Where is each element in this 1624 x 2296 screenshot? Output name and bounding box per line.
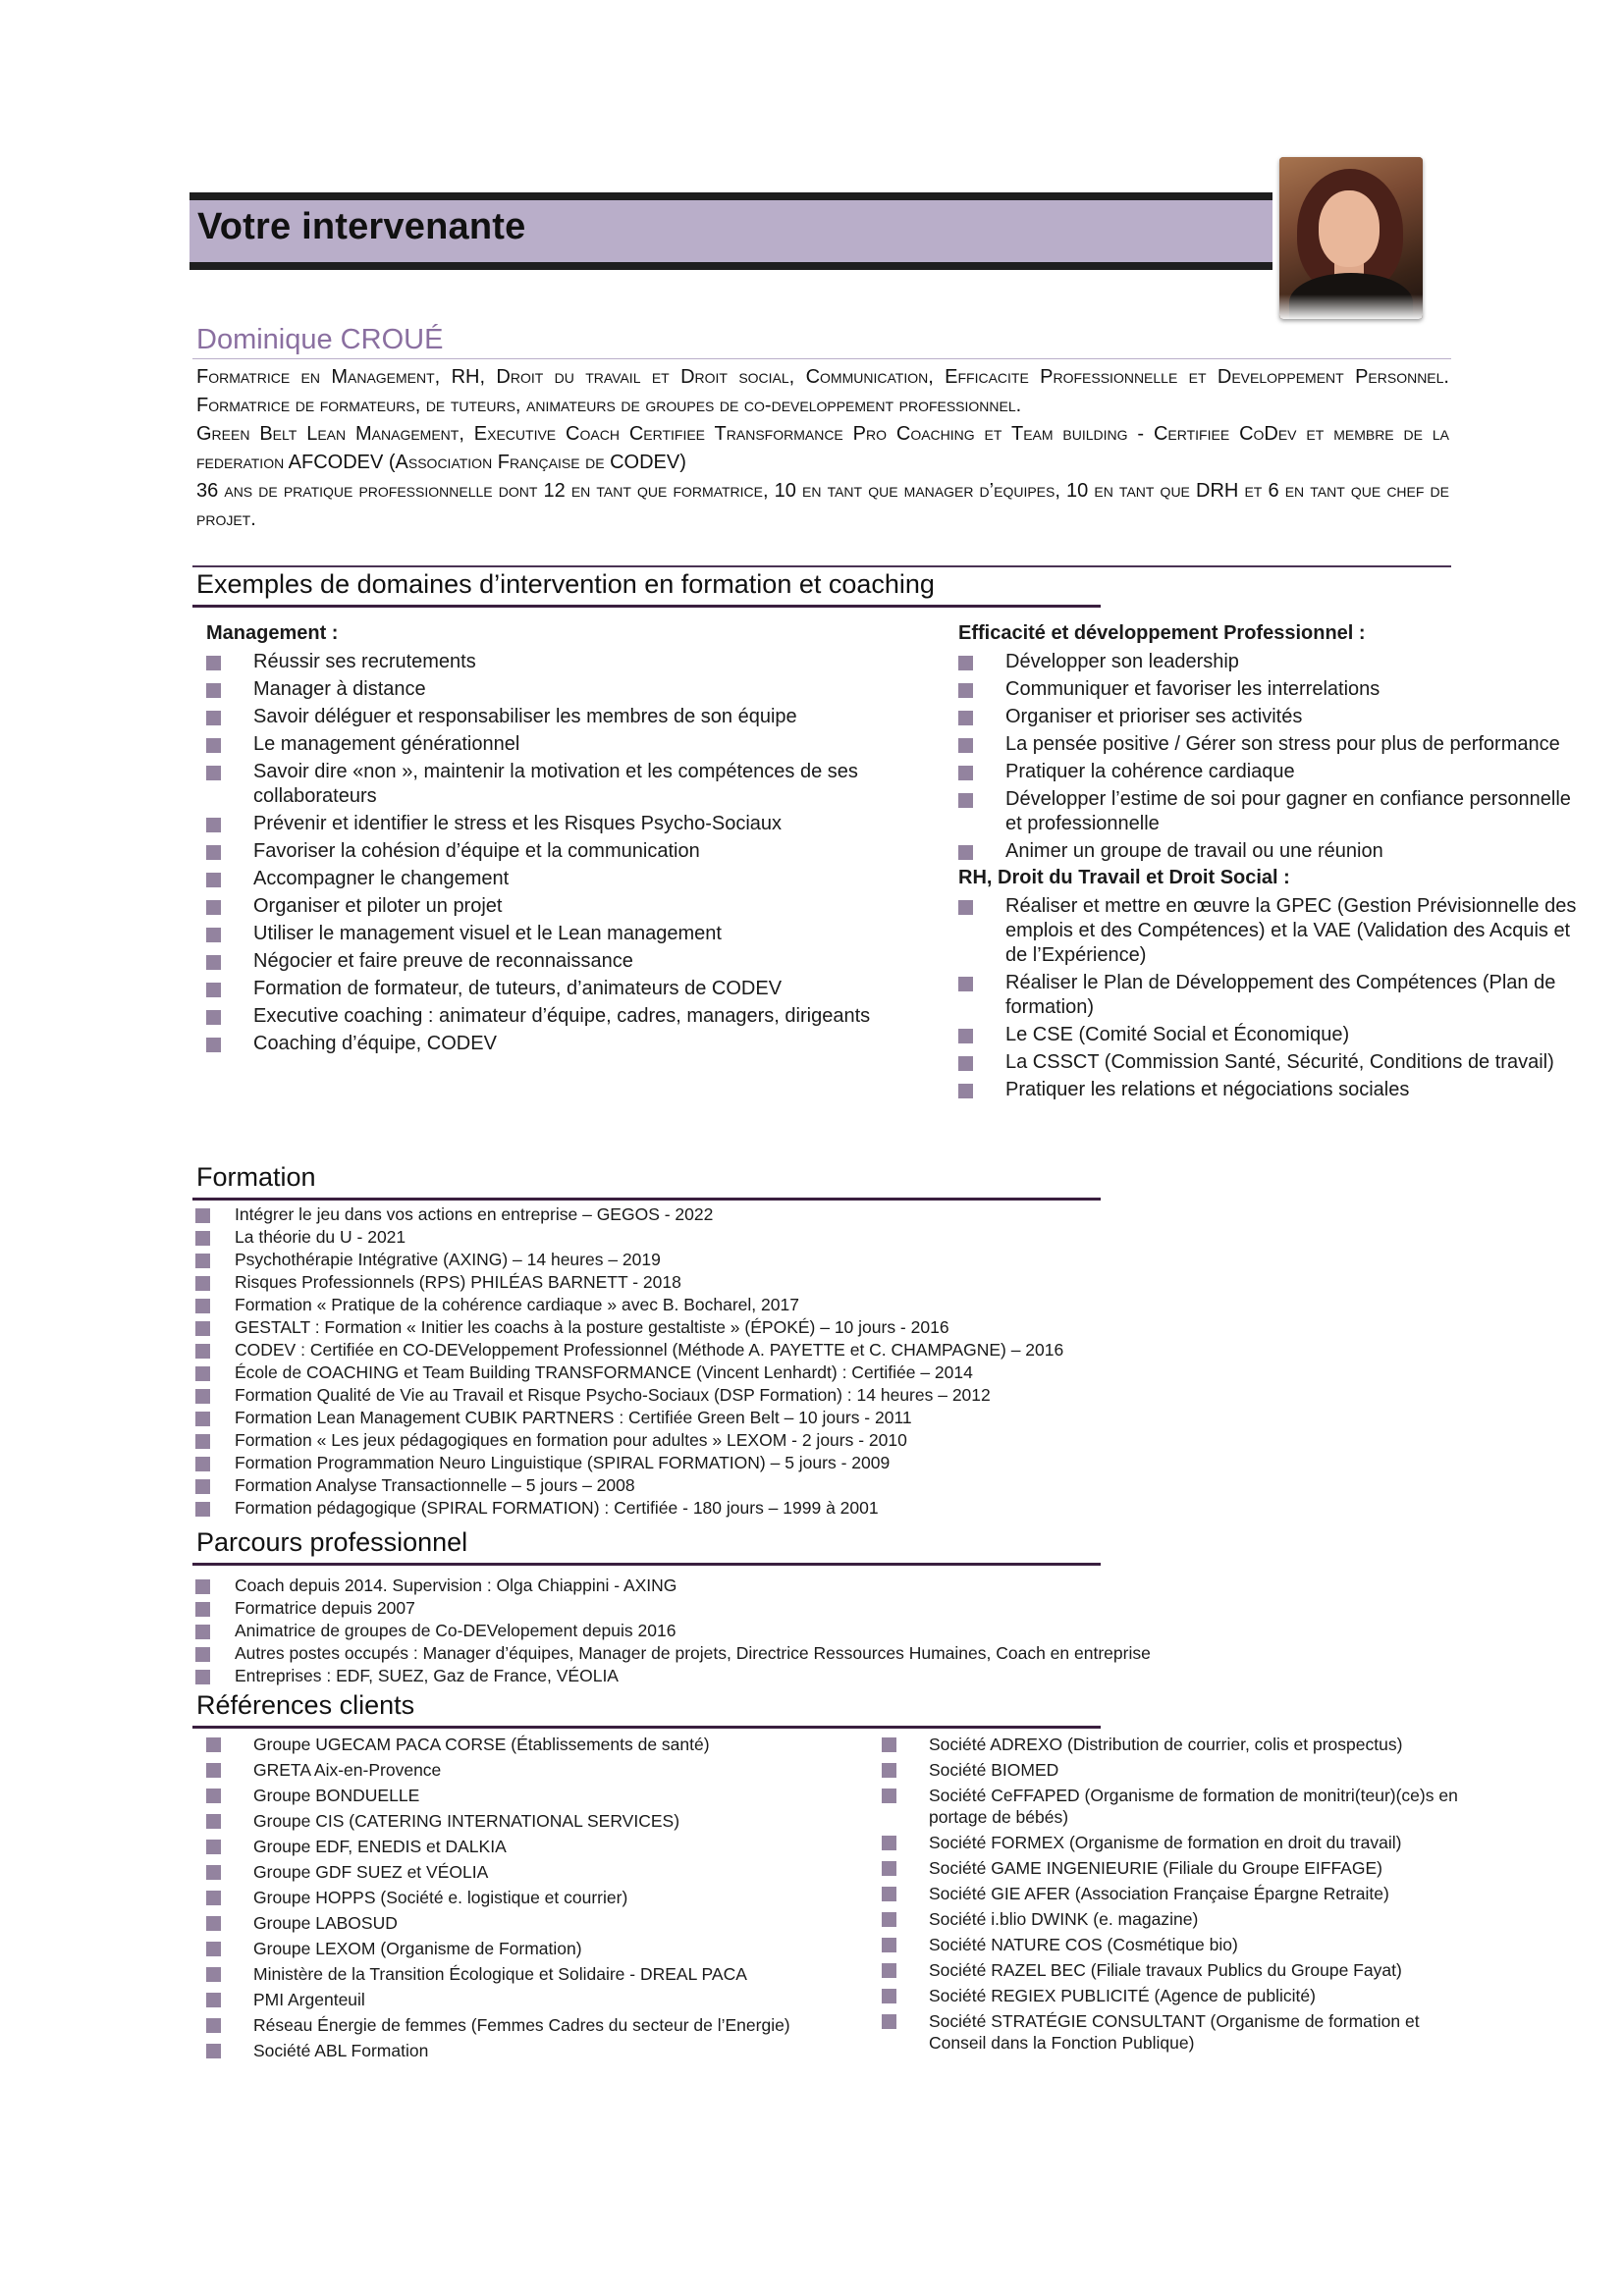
list-item	[195, 1226, 1275, 1249]
list-item-text: Organiser et piloter un projet	[253, 895, 503, 917]
list-item-text: Formation Programmation Neuro Linguistique (SPIRAL FORMATION) – 5 jours - 2009	[235, 1453, 891, 1472]
list-item-text: PMI Argenteuil	[253, 1990, 365, 2009]
square-bullet-icon	[195, 1366, 210, 1381]
list-item-text: Favoriser la cohésion d’équipe et la communication	[253, 840, 700, 862]
square-bullet-icon	[958, 1029, 973, 1043]
list-item-text: Réaliser et mettre en œuvre la GPEC (Gestion Prévisionnelle des emplois et des Compétences) et la VAE (Validation des Acquis et de l’Expérience)	[1005, 895, 1577, 966]
square-bullet-icon	[195, 1479, 210, 1494]
section-title-parcours: Parcours professionnel	[196, 1527, 468, 1557]
list-item	[206, 1759, 854, 1781]
list-item-text: Risques Professionnels (RPS) PHILÉAS BARNETT - 2018	[235, 1272, 681, 1292]
list-item	[206, 2040, 854, 2061]
section-title-references: Références clients	[196, 1690, 415, 1720]
list-item	[882, 1734, 1461, 1755]
square-bullet-icon	[195, 1344, 210, 1359]
list-item	[958, 1050, 1577, 1075]
list-item	[195, 1294, 1275, 1316]
list-item-text: Organiser et prioriser ses activités	[1005, 706, 1303, 727]
list-item	[882, 1832, 1461, 1853]
square-bullet-icon	[206, 683, 221, 698]
list-item-text: Réussir ses recrutements	[253, 651, 476, 672]
rh-list	[958, 894, 1577, 1102]
references-right-list	[882, 1734, 1461, 2054]
list-item	[206, 867, 913, 891]
square-bullet-icon	[206, 656, 221, 670]
title-banner	[189, 192, 1272, 272]
list-item	[195, 1339, 1275, 1362]
list-item	[206, 732, 913, 757]
square-bullet-icon	[882, 1989, 896, 2003]
square-bullet-icon	[195, 1579, 210, 1594]
list-item	[195, 1474, 1275, 1497]
parcours-column	[195, 1575, 1325, 1687]
square-bullet-icon	[206, 1916, 221, 1931]
list-item	[882, 1759, 1461, 1781]
list-item	[958, 787, 1577, 836]
list-item-text: Société NATURE COS (Cosmétique bio)	[929, 1935, 1238, 1954]
parcours-list	[195, 1575, 1325, 1687]
list-item-text: Autres postes occupés : Manager d’équipes, Manager de projets, Directrice Ressources Humaines, Coach en entreprise	[235, 1643, 1151, 1663]
section-title-formation: Formation	[196, 1162, 316, 1192]
list-item-text: Prévenir et identifier le stress et les Risques Psycho-Sociaux	[253, 813, 783, 834]
square-bullet-icon	[195, 1299, 210, 1313]
list-item-text: Formation Lean Management CUBIK PARTNERS : Certifiée Green Belt – 10 jours - 2011	[235, 1408, 912, 1427]
list-item-text: Formation « Pratique de la cohérence cardiaque » avec B. Bocharel, 2017	[235, 1295, 799, 1314]
square-bullet-icon	[206, 1993, 221, 2007]
list-item	[958, 1023, 1577, 1047]
square-bullet-icon	[206, 2018, 221, 2033]
square-bullet-icon	[206, 1840, 221, 1854]
square-bullet-icon	[206, 1891, 221, 1905]
section-title-domains: Exemples de domaines d’intervention en formation et coaching	[196, 569, 935, 599]
square-bullet-icon	[195, 1502, 210, 1517]
list-item	[206, 1861, 854, 1883]
list-item	[195, 1407, 1275, 1429]
list-item	[195, 1620, 1325, 1642]
list-item-text: Pratiquer la cohérence cardiaque	[1005, 761, 1295, 782]
list-item	[195, 1452, 1275, 1474]
square-bullet-icon	[958, 900, 973, 915]
square-bullet-icon	[206, 1814, 221, 1829]
list-item-text: Groupe EDF, ENEDIS et DALKIA	[253, 1837, 507, 1856]
list-item-text: Développer l’estime de soi pour gagner en confiance personnelle et professionnelle	[1005, 788, 1571, 834]
list-item	[882, 1785, 1461, 1828]
square-bullet-icon	[882, 1763, 896, 1778]
list-item-text: Psychothérapie Intégrative (AXING) – 14 heures – 2019	[235, 1250, 661, 1269]
management-heading: Management :	[206, 622, 339, 644]
list-item	[206, 894, 913, 919]
square-bullet-icon	[958, 977, 973, 991]
square-bullet-icon	[195, 1434, 210, 1449]
list-item	[958, 677, 1577, 702]
square-bullet-icon	[206, 766, 221, 780]
list-item	[958, 732, 1577, 757]
square-bullet-icon	[195, 1321, 210, 1336]
list-item-text: Animer un groupe de travail ou une réunion	[1005, 840, 1383, 862]
list-item-text: Manager à distance	[253, 678, 426, 700]
list-item	[206, 2014, 854, 2036]
square-bullet-icon	[195, 1412, 210, 1426]
list-item	[195, 1249, 1275, 1271]
square-bullet-icon	[958, 711, 973, 725]
list-item-text: Société CeFFAPED (Organisme de formation de monitri(teur)(ce)s en portage de bébés)	[929, 1786, 1458, 1827]
square-bullet-icon	[958, 738, 973, 753]
square-bullet-icon	[206, 955, 221, 970]
square-bullet-icon	[206, 983, 221, 997]
intro-divider	[192, 565, 1451, 567]
list-item-text: Le CSE (Comité Social et Économique)	[1005, 1024, 1350, 1045]
square-bullet-icon	[195, 1208, 210, 1223]
square-bullet-icon	[206, 818, 221, 832]
list-item-text: La CSSCT (Commission Santé, Sécurité, Conditions de travail)	[1005, 1051, 1554, 1073]
list-item	[206, 650, 913, 674]
square-bullet-icon	[206, 928, 221, 942]
list-item-text: Société GIE AFER (Association Française Épargne Retraite)	[929, 1884, 1389, 1903]
list-item-text: Le management générationnel	[253, 733, 520, 755]
name-divider	[192, 358, 1451, 359]
square-bullet-icon	[958, 1056, 973, 1071]
square-bullet-icon	[882, 1789, 896, 1803]
square-bullet-icon	[206, 1967, 221, 1982]
list-item-text: Réaliser le Plan de Développement des Compétences (Plan de formation)	[1005, 972, 1556, 1018]
list-item-text: Formation de formateur, de tuteurs, d’animateurs de CODEV	[253, 978, 783, 999]
square-bullet-icon	[958, 845, 973, 860]
list-item-text: Société REGIEX PUBLICITÉ (Agence de publicité)	[929, 1986, 1316, 2005]
list-item-text: Executive coaching : animateur d’équipe, cadres, managers, dirigeants	[253, 1005, 871, 1027]
square-bullet-icon	[958, 766, 973, 780]
efficacite-column	[958, 622, 1577, 1105]
list-item	[195, 1271, 1275, 1294]
section-rule-parcours	[192, 1563, 1101, 1566]
square-bullet-icon	[195, 1457, 210, 1471]
list-item	[195, 1575, 1325, 1597]
square-bullet-icon	[882, 1737, 896, 1752]
list-item	[206, 839, 913, 864]
list-item-text: Société ABL Formation	[253, 2041, 429, 2060]
list-item-text: Société STRATÉGIE CONSULTANT (Organisme de formation et Conseil dans la Fonction Publique)	[929, 2011, 1420, 2053]
intro-paragraph: Green Belt Lean Management, Executive Coach Certifiee Transformance Pro Coaching et Team building - Certifiee CoDev et membre de la federation AFCODEV (Association Française de CODEV)	[196, 423, 1449, 473]
list-item	[206, 1912, 854, 1934]
rh-heading: RH, Droit du Travail et Droit Social :	[958, 867, 1290, 888]
square-bullet-icon	[195, 1625, 210, 1639]
square-bullet-icon	[958, 793, 973, 808]
square-bullet-icon	[206, 1763, 221, 1778]
list-item-text: Société ADREXO (Distribution de courrier, colis et prospectus)	[929, 1735, 1403, 1754]
square-bullet-icon	[882, 1861, 896, 1876]
list-item-text: Société i.blio DWINK (e. magazine)	[929, 1909, 1199, 1929]
list-item-text: Groupe HOPPS (Société e. logistique et courrier)	[253, 1888, 628, 1907]
section-rule-domains	[192, 605, 1101, 608]
list-item	[882, 1883, 1461, 1904]
list-item-text: Formation « Les jeux pédagogiques en formation pour adultes » LEXOM - 2 jours - 2010	[235, 1430, 907, 1450]
list-item	[958, 839, 1577, 864]
efficacite-heading: Efficacité et développement Professionnel :	[958, 622, 1366, 644]
square-bullet-icon	[195, 1389, 210, 1404]
square-bullet-icon	[958, 683, 973, 698]
list-item-text: Groupe CIS (CATERING INTERNATIONAL SERVICES)	[253, 1811, 680, 1831]
list-item	[206, 812, 913, 836]
references-left-column	[206, 1734, 854, 2065]
intro-text	[196, 363, 1449, 534]
list-item	[958, 894, 1577, 968]
list-item-text: La théorie du U - 2021	[235, 1227, 406, 1247]
list-item-text: Formatrice depuis 2007	[235, 1598, 415, 1618]
intro-paragraph: Formatrice en Management, RH, Droit du travail et Droit social, Communication, Efficacite Professionnelle et Developpement Personnel. Formatrice de formateurs, de tuteurs, animateurs de groupes de co-developpement professionnel.	[196, 366, 1449, 416]
list-item	[195, 1316, 1275, 1339]
list-item-text: Formation Qualité de Vie au Travail et Risque Psycho-Sociaux (DSP Formation) : 14 heures – 2012	[235, 1385, 991, 1405]
list-item	[958, 650, 1577, 674]
list-item	[195, 1642, 1325, 1665]
list-item	[206, 1963, 854, 1985]
list-item-text: École de COACHING et Team Building TRANSFORMANCE (Vincent Lenhardt) : Certifiée – 2014	[235, 1362, 973, 1382]
list-item-text: GRETA Aix-en-Provence	[253, 1760, 442, 1780]
square-bullet-icon	[206, 738, 221, 753]
list-item	[958, 971, 1577, 1020]
list-item-text: La pensée positive / Gérer son stress pour plus de performance	[1005, 733, 1560, 755]
list-item-text: Réseau Énergie de femmes (Femmes Cadres du secteur de l’Energie)	[253, 2015, 790, 2035]
list-item-text: Société GAME INGENIEURIE (Filiale du Groupe EIFFAGE)	[929, 1858, 1382, 1878]
square-bullet-icon	[958, 1084, 973, 1098]
list-item	[206, 760, 913, 809]
list-item	[882, 2010, 1461, 2054]
list-item	[206, 1004, 913, 1029]
section-rule-formation	[192, 1198, 1101, 1201]
list-item	[882, 1959, 1461, 1981]
square-bullet-icon	[195, 1602, 210, 1617]
square-bullet-icon	[206, 711, 221, 725]
formation-column	[195, 1203, 1275, 1520]
list-item	[206, 677, 913, 702]
list-item-text: Groupe GDF SUEZ et VÉOLIA	[253, 1862, 489, 1882]
list-item-text: Savoir dire «non », maintenir la motivation et les compétences de ses collaborateurs	[253, 761, 858, 807]
person-name: Dominique CROUÉ	[196, 324, 444, 355]
intro-paragraph: 36 ans de pratique professionnelle dont 12 en tant que formatrice, 10 en tant que manager d’equipes, 10 en tant que DRH et 6 en tant que chef de projet.	[196, 480, 1449, 530]
list-item	[195, 1665, 1325, 1687]
square-bullet-icon	[206, 900, 221, 915]
list-item-text: Coach depuis 2014. Supervision : Olga Chiappini - AXING	[235, 1575, 677, 1595]
list-item-text: Groupe LEXOM (Organisme de Formation)	[253, 1939, 582, 1958]
list-item-text: Coaching d’équipe, CODEV	[253, 1033, 497, 1054]
portrait-photo	[1279, 157, 1423, 319]
banner-bottom-bar	[189, 262, 1272, 270]
list-item	[206, 705, 913, 729]
list-item-text: Société BIOMED	[929, 1760, 1059, 1780]
list-item-text: GESTALT : Formation « Initier les coachs à la posture gestaltiste » (ÉPOKÉ) – 10 jours - 2016	[235, 1317, 949, 1337]
list-item-text: Négocier et faire preuve de reconnaissance	[253, 950, 633, 972]
list-item-text: Groupe BONDUELLE	[253, 1786, 420, 1805]
list-item	[882, 1908, 1461, 1930]
list-item	[958, 1078, 1577, 1102]
list-item	[206, 1810, 854, 1832]
square-bullet-icon	[195, 1254, 210, 1268]
square-bullet-icon	[195, 1647, 210, 1662]
list-item	[882, 1934, 1461, 1955]
square-bullet-icon	[206, 2044, 221, 2058]
list-item	[882, 1857, 1461, 1879]
list-item-text: Formation pédagogique (SPIRAL FORMATION) : Certifiée - 180 jours – 1999 à 2001	[235, 1498, 879, 1518]
square-bullet-icon	[882, 1938, 896, 1952]
page-title: Votre intervenante	[197, 206, 526, 247]
list-item-text: Pratiquer les relations et négociations sociales	[1005, 1079, 1410, 1100]
square-bullet-icon	[206, 1737, 221, 1752]
list-item	[206, 1785, 854, 1806]
list-item-text: Savoir déléguer et responsabiliser les membres de son équipe	[253, 706, 797, 727]
square-bullet-icon	[206, 1865, 221, 1880]
list-item-text: Formation Analyse Transactionnelle – 5 jours – 2008	[235, 1475, 635, 1495]
list-item	[206, 1032, 913, 1056]
square-bullet-icon	[882, 1836, 896, 1850]
list-item	[206, 977, 913, 1001]
list-item-text: Communiquer et favoriser les interrelations	[1005, 678, 1380, 700]
list-item	[195, 1497, 1275, 1520]
list-item-text: Intégrer le jeu dans vos actions en entreprise – GEGOS - 2022	[235, 1204, 714, 1224]
references-right-column	[882, 1734, 1461, 2057]
list-item-text: Groupe UGECAM PACA CORSE (Établissements de santé)	[253, 1735, 710, 1754]
list-item-text: Société FORMEX (Organisme de formation en droit du travail)	[929, 1833, 1402, 1852]
list-item	[958, 760, 1577, 784]
list-item-text: Utiliser le management visuel et le Lean management	[253, 923, 722, 944]
list-item-text: Entreprises : EDF, SUEZ, Gaz de France, VÉOLIA	[235, 1666, 619, 1685]
square-bullet-icon	[206, 845, 221, 860]
list-item-text: Groupe LABOSUD	[253, 1913, 398, 1933]
list-item	[206, 1887, 854, 1908]
list-item	[206, 949, 913, 974]
square-bullet-icon	[882, 1912, 896, 1927]
list-item-text: Société RAZEL BEC (Filiale travaux Publics du Groupe Fayat)	[929, 1960, 1402, 1980]
list-item	[206, 1836, 854, 1857]
list-item	[206, 1989, 854, 2010]
list-item	[195, 1429, 1275, 1452]
section-rule-references	[192, 1726, 1101, 1729]
list-item	[958, 705, 1577, 729]
list-item	[195, 1384, 1275, 1407]
management-column	[206, 622, 913, 1059]
square-bullet-icon	[882, 1963, 896, 1978]
square-bullet-icon	[195, 1670, 210, 1684]
square-bullet-icon	[958, 656, 973, 670]
list-item	[206, 1734, 854, 1755]
list-item-text: CODEV : Certifiée en CO-DEVeloppement Professionnel (Méthode A. PAYETTE et C. CHAMPAGNE) – 2016	[235, 1340, 1064, 1360]
references-left-list	[206, 1734, 854, 2061]
efficacite-list	[958, 650, 1577, 864]
list-item	[195, 1597, 1325, 1620]
square-bullet-icon	[206, 1789, 221, 1803]
square-bullet-icon	[206, 1038, 221, 1052]
management-list	[206, 650, 913, 1056]
list-item	[882, 1985, 1461, 2006]
banner-top-bar	[189, 192, 1272, 200]
list-item-text: Accompagner le changement	[253, 868, 510, 889]
list-item	[195, 1203, 1275, 1226]
square-bullet-icon	[206, 1942, 221, 1956]
square-bullet-icon	[206, 873, 221, 887]
square-bullet-icon	[882, 2014, 896, 2029]
list-item-text: Animatrice de groupes de Co-DEVelopement depuis 2016	[235, 1621, 677, 1640]
list-item-text: Ministère de la Transition Écologique et Solidaire - DREAL PACA	[253, 1964, 747, 1984]
list-item	[195, 1362, 1275, 1384]
list-item-text: Développer son leadership	[1005, 651, 1239, 672]
square-bullet-icon	[195, 1276, 210, 1291]
square-bullet-icon	[195, 1231, 210, 1246]
list-item	[206, 1938, 854, 1959]
list-item	[206, 922, 913, 946]
square-bullet-icon	[882, 1887, 896, 1901]
square-bullet-icon	[206, 1010, 221, 1025]
formation-list	[195, 1203, 1275, 1520]
